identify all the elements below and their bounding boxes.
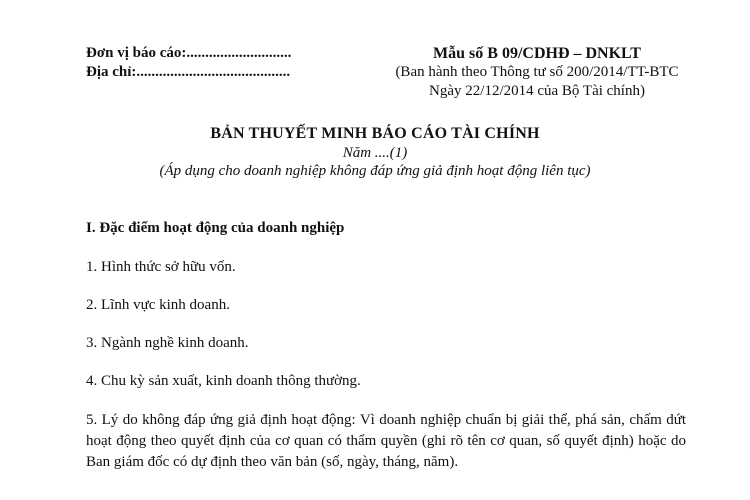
title-block — [0, 124, 750, 180]
document-title: BẢN THUYẾT MINH BÁO CÁO TÀI CHÍNH — [210, 125, 540, 142]
document-scope-note: (Áp dụng cho doanh nghiệp không đáp ứng giả định hoạt động liên tục) — [159, 163, 591, 179]
address-field: Địa chỉ:......................................... — [86, 64, 291, 80]
document-body — [86, 219, 686, 473]
list-item: 2. Lĩnh vực kinh doanh. — [86, 297, 230, 313]
form-number: Mẫu số B 09/CDHĐ – DNKLT — [433, 45, 641, 62]
document-year: Năm ....(1) — [342, 145, 408, 161]
issuance-line-2: Ngày 22/12/2014 của Bộ Tài chính) — [429, 83, 645, 99]
list-item: 4. Chu kỳ sản xuất, kinh doanh thông thường. — [86, 373, 361, 389]
list-item: 3. Ngành nghề kinh doanh. — [86, 335, 249, 351]
reporting-unit-field: Đơn vị báo cáo:............................ — [86, 45, 292, 61]
list-item: 5. Lý do không đáp ứng giả định hoạt động: Vì doanh nghiệp chuẩn bị giải thể, phá sản, chấm dứt hoạt động theo quyết định của cơ quan có thẩm quyền (ghi rõ tên cơ quan, số quyết định) hoặc do Ban giám đốc có dự định theo văn bản (số, ngày, tháng, năm). — [86, 412, 686, 470]
list-item: 1. Hình thức sở hữu vốn. — [86, 259, 236, 275]
issuance-line-1: (Ban hành theo Thông tư số 200/2014/TT-BTC — [395, 64, 679, 80]
reporting-unit-block — [86, 44, 291, 82]
form-info-block — [372, 44, 702, 101]
section-heading: I. Đặc điểm hoạt động của doanh nghiệp — [86, 220, 345, 236]
